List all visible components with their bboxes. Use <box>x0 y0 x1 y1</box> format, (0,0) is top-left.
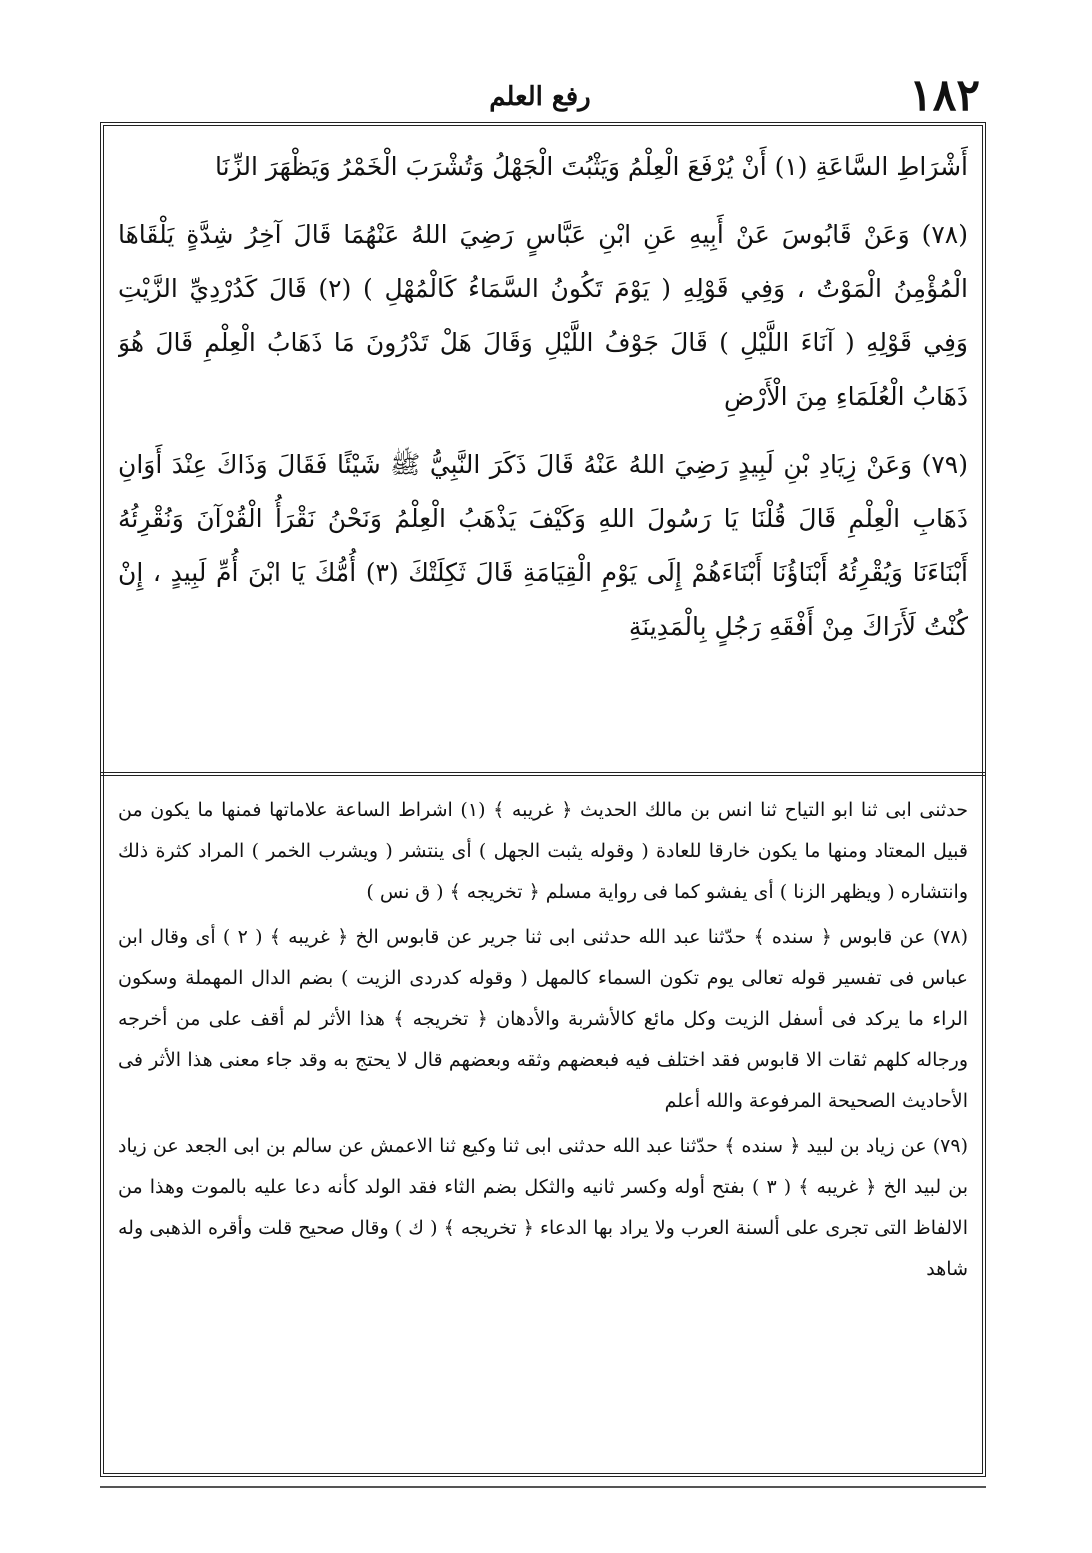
page-number: ١٨٢ <box>909 70 980 121</box>
commentary-block <box>118 790 968 1465</box>
running-title: رفع العلم <box>489 82 591 112</box>
commentary-paragraph: حدثنى ابى ثنا ابو التياح ثنا انس بن مالك الحديث ﴿ غريبه ﴾ (١) اشراط الساعة علاماتها فمنها ما يكون من قبيل المعتاد ومنها ما يكون خارقا للعادة ( وقوله يثبت الجهل ) أى ينتشر ( ويشرب الخمر ) المراد كثرة ذلك وانتشاره ( ويظهر الزنا ) أى يفشو كما فى رواية مسلم ﴿ تخريجه ﴾ ( ق نس ) <box>118 799 968 903</box>
hadith-paragraph: (٧٩) وَعَنْ زِيَادِ بْنِ لَبِيدٍ رَضِيَ اللهُ عَنْهُ قَالَ ذَكَرَ النَّبِيُّ ﷺ شَيْئًا فَقَالَ وَذَاكَ عِنْدَ أَوَانِ ذَهَابِ الْعِلْمِ قَالَ قُلْنَا يَا رَسُولَ اللهِ وَكَيْفَ يَذْهَبُ الْعِلْمُ وَنَحْنُ نَقْرَأُ الْقُرْآنَ وَنُقْرِئُهُ أَبْنَاءَنَا وَيُقْرِئُهُ أَبْنَاؤُنَا أَبْنَاءَهُمْ إِلَى يَوْمِ الْقِيَامَةِ قَالَ ثَكِلَتْكَ (٣) أُمُّكَ يَا ابْنَ أُمِّ لَبِيدٍ ، إِنْ كُنْتُ لَأَرَاكَ مِنْ أَفْقَهِ رَجُلٍ بِالْمَدِينَةِ <box>118 450 968 641</box>
bottom-divider <box>100 1486 986 1488</box>
section-divider <box>100 772 986 776</box>
commentary-paragraph: (٧٨) عن قابوس ﴿ سنده ﴾ حدّثنا عبد الله حدثنى ابى ثنا جرير عن قابوس الخ ﴿ غريبه ﴾ ( ٢ ) أى وقال ابن عباس فى تفسير قوله تعالى يوم تكون السماء كالمهل ( وقوله كدردى الزيت ) بضم الدال المهملة وسكون الراء ما يركد فى أسفل الزيت وكل مائع كالأشربة والأدهان ﴿ تخريجه ﴾ هذا الأثر لم أقف على من أخرجه ورجاله كلهم ثقات الا قابوس فقد اختلف فيه فبعضهم وثقه وبعضهم قال لا يحتج به وقد جاء معنى هذا الأثر فى الأحاديث الصحيحة المرفوعة والله أعلم <box>118 926 968 1112</box>
hadith-paragraph: أَشْرَاطِ السَّاعَةِ (١) أَنْ يُرْفَعَ الْعِلْمُ وَيَثْبُتَ الْجَهْلُ وَتُشْرَبَ الْخَمْرُ وَيَظْهَرَ الزِّنَا <box>215 152 968 181</box>
hadith-paragraph: (٧٨) وَعَنْ قَابُوسَ عَنْ أَبِيهِ عَنِ ابْنِ عَبَّاسٍ رَضِيَ اللهُ عَنْهُمَا قَالَ آخِرُ شِدَّةٍ يَلْقَاهَا الْمُؤْمِنُ الْمَوْتُ ، وَفِي قَوْلِهِ ( يَوْمَ تَكُونُ السَّمَاءُ كَالْمُهْلِ ) (٢) قَالَ كَدُرْدِيِّ الزَّيْتِ وَفِي قَوْلِهِ ( آنَاءَ اللَّيْلِ ) قَالَ جَوْفُ اللَّيْلِ وَقَالَ هَلْ تَدْرُونَ مَا ذَهَابُ الْعِلْمِ قَالَ هُوَ ذَهَابُ الْعُلَمَاءِ مِنَ الْأَرْضِ <box>118 220 968 411</box>
page-header <box>100 70 980 130</box>
hadith-text-block <box>118 140 968 765</box>
commentary-paragraph: (٧٩) عن زياد بن لبيد ﴿ سنده ﴾ حدّثنا عبد الله حدثنى ابى ثنا وكيع ثنا الاعمش عن سالم بن ابى الجعد عن زياد بن لبيد الخ ﴿ غريبه ﴾ ( ٣ ) بفتح أوله وكسر ثانيه والثكل بضم الثاء فقد الولد كأنه دعا عليه بالموت وهذا من الالفاظ التى تجرى على ألسنة العرب ولا يراد بها الدعاء ﴿ تخريجه ﴾ ( ك ) وقال صحيح قلت وأقره الذهبى وله شاهد <box>118 1135 968 1280</box>
